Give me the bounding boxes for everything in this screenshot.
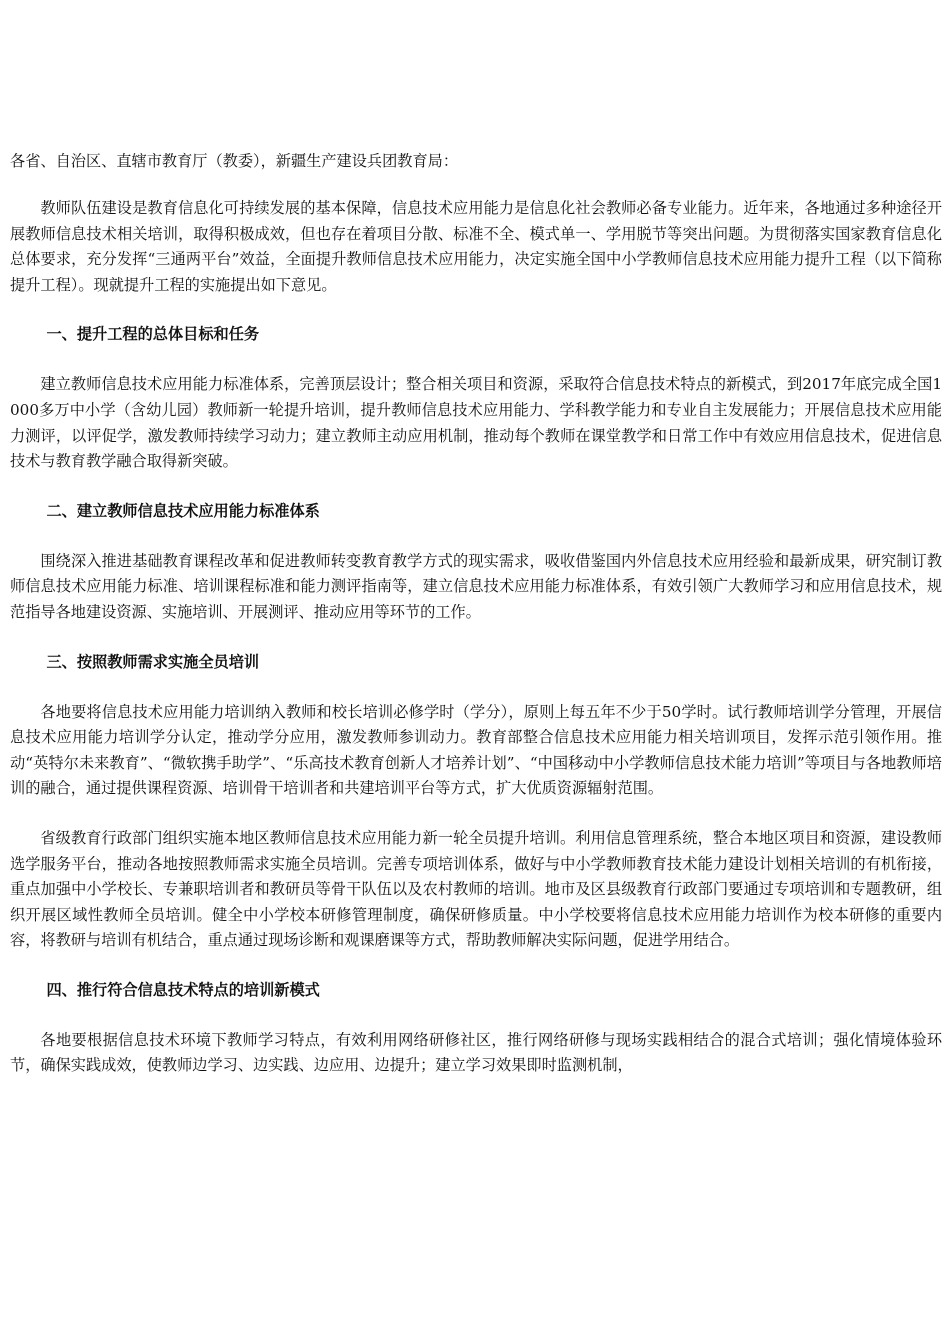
salutation: 各省、自治区、直辖市教育厅（教委），新疆生产建设兵团教育局： [10,152,459,170]
document-page [10,148,942,1079]
section-1-paragraph-1: 建立教师信息技术应用能力标准体系，完善顶层设计；整合相关项目和资源，采取符合信息技术特点的新模式，到2017年底完成全国1000多万中小学（含幼儿园）教师新一轮提升培训，提升教师信息技术应用能力、学科教学能力和专业自主发展能力；开展信息技术应用能力测评，以评促学，激发教师持续学习动力；建立教师主动应用机制，推动每个教师在课堂教学和日常工作中有效应用信息技术，促进信息技术与教育教学融合取得新突破。 [10,375,942,471]
intro-paragraph: 教师队伍建设是教育信息化可持续发展的基本保障，信息技术应用能力是信息化社会教师必备专业能力。近年来，各地通过多种途径开展教师信息技术相关培训，取得积极成效，但也存在着项目分散、标准不全、模式单一、学用脱节等突出问题。为贯彻落实国家教育信息化总体要求，充分发挥“三通两平台”效益，全面提升教师信息技术应用能力，决定实施全国中小学教师信息技术应用能力提升工程（以下简称提升工程）。现就提升工程的实施提出如下意见。 [10,199,942,294]
section-heading-4: 四、推行符合信息技术特点的培训新模式 [46,980,320,999]
section-2-paragraph-1: 围绕深入推进基础教育课程改革和促进教师转变教育教学方式的现实需求，吸收借鉴国内外信息技术应用经验和最新成果，研究制订教师信息技术应用能力标准、培训课程标准和能力测评指南等，建立信息技术应用能力标准体系，有效引领广大教师学习和应用信息技术，规范指导各地建设资源、实施培训、开展测评、推动应用等环节的工作。 [10,551,942,621]
section-heading-1: 一、提升工程的总体目标和任务 [46,325,260,344]
section-4-paragraph-1: 各地要根据信息技术环境下教师学习特点，有效利用网络研修社区，推行网络研修与现场实践相结合的混合式培训；强化情境体验环节，确保实践成效，使教师边学习、边实践、边应用、边提升；建立学习效果即时监测机制， [10,1030,942,1075]
section-heading-3: 三、按照教师需求实施全员培训 [46,652,260,671]
section-3-paragraph-2: 省级教育行政部门组织实施本地区教师信息技术应用能力新一轮全员提升培训。利用信息管理系统，整合本地区项目和资源，建设教师选学服务平台，推动各地按照教师需求实施全员培训。完善专项培训体系，做好与中小学教师教育技术能力建设计划相关培训的有机衔接，重点加强中小学校长、专兼职培训者和教研员等骨干队伍以及农村教师的培训。地市及区县级教育行政部门要通过专项培训和专题教研，组织开展区域性教师全员培训。健全中小学校本研修管理制度，确保研修质量。中小学校要将信息技术应用能力培训作为校本研修的重要内容，将教研与培训有机结合，重点通过现场诊断和观课磨课等方式，帮助教师解决实际问题，促进学用结合。 [10,828,942,950]
section-heading-2: 二、建立教师信息技术应用能力标准体系 [46,501,320,520]
section-3-paragraph-1: 各地要将信息技术应用能力培训纳入教师和校长培训必修学时（学分），原则上每五年不少于50学时。试行教师培训学分管理，开展信息技术应用能力培训学分认定，推动学分应用，激发教师参训动力。教育部整合信息技术应用能力相关培训项目，发挥示范引领作用。推动“英特尔未来教育”、“微软携手助学”、“乐高技术教育创新人才培养计划”、“中国移动中小学教师信息技术能力培训”等项目与各地教师培训的融合，通过提供课程资源、培训骨干培训者和共建培训平台等方式，扩大优质资源辐射范围。 [10,702,942,798]
